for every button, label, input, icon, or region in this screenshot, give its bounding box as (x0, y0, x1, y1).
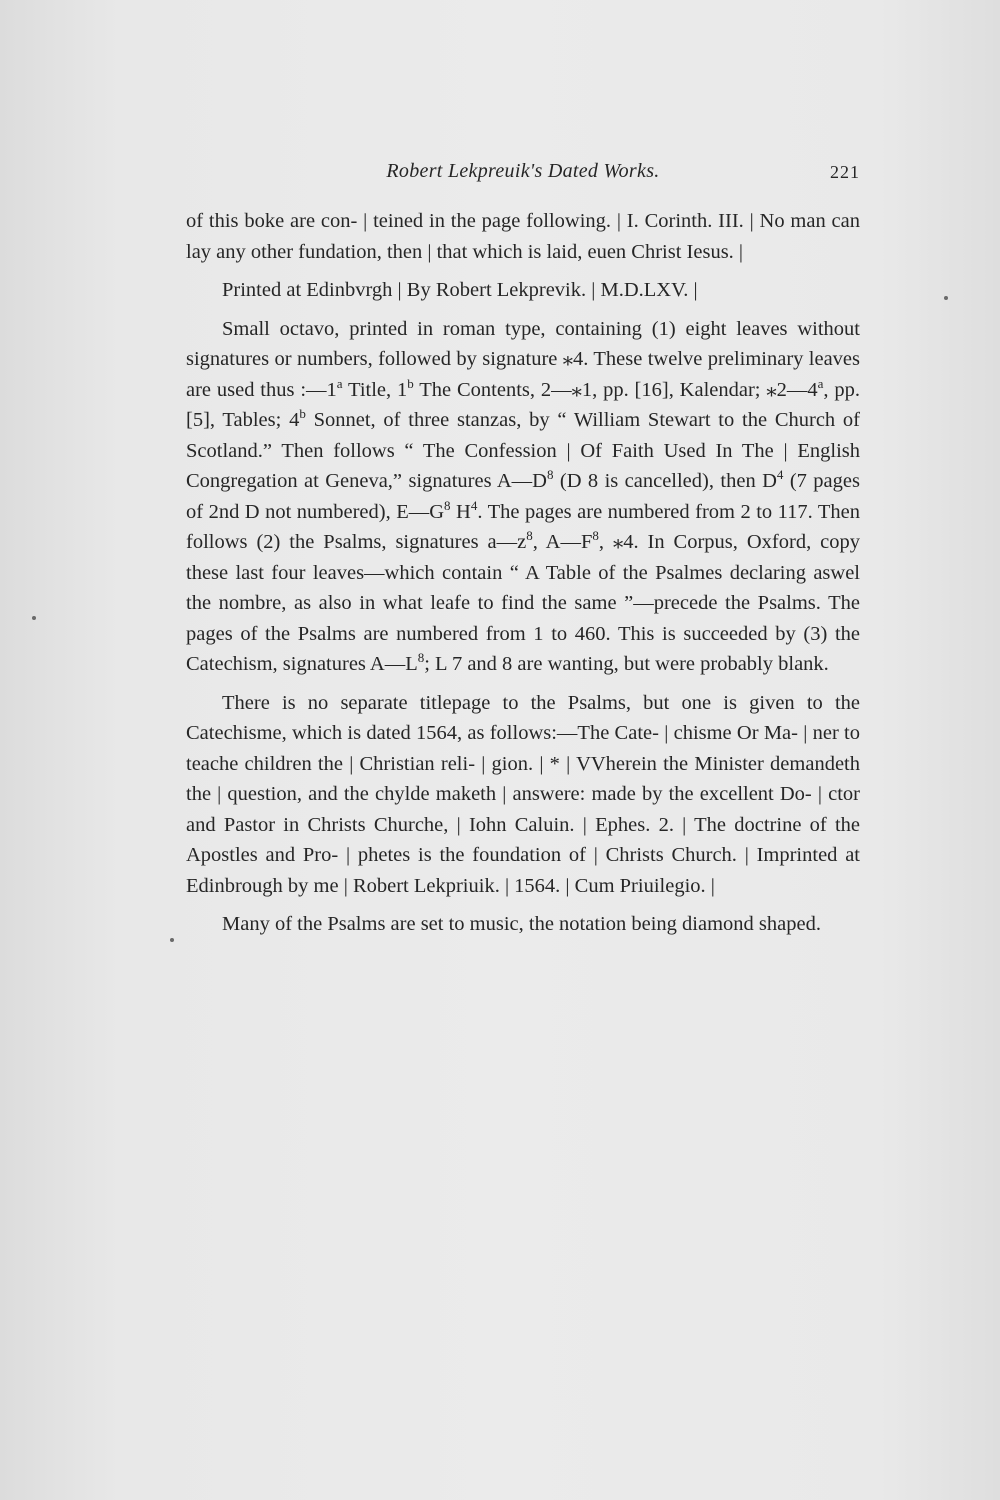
paragraph-catechism: There is no separate titlepage to the Psalms, but one is given to the Catechisme, which is dated 1564, as follows:—The Cate- | chisme Or Ma- | ner to teache children the | Christian reli- | gion. | * | VVherein the Minister demandeth the | question, and the chylde maketh | answere: made by the excellent Do- | ctor and Pastor in Christs Churche, | Iohn Caluin. | Ephes. 2. | The doctrine of the Apostles and Pro- | phetes is the foundation of | Christs Church. | Imprinted at Edinbrough by me | Robert Lekpriuik. | 1564. | Cum Priuilegio. | (186, 691, 860, 897)
running-title: Robert Lekpreuik's Dated Works. (386, 160, 660, 182)
body-text (186, 206, 860, 940)
running-head (186, 160, 860, 190)
paper-speck (32, 616, 36, 620)
paper-speck (944, 296, 948, 300)
page-number: 221 (830, 162, 860, 182)
paragraph-music: Many of the Psalms are set to music, the notation being diamond shaped. (222, 913, 821, 935)
paragraph-collation: Small octavo, printed in roman type, containing (1) eight leaves without signatures or numbers, followed by signature ⁎4. These twelve preliminary leaves are used thus :—1$^a$ Title, 1$^b$ The Contents, 2—⁎1, pp. [16], Kalendar; ⁎2—4$^a$, pp. [5], Tables; 4$^b$ Sonnet, of three stanzas, by “ William Stewart to the Church of Scotland.” Then follows “ The Confession | Of Faith Used In The | English Congregation at Geneva,” signatures $A—D^8$ (D 8 is cancelled), then $D^4$ (7 pages of 2nd D not numbered), $E—G^8$ $H^4$. The pages are numbered from 2 to 117. Then follows (2) the Psalms, signatures $a—z^8$, $A—F^8$, ⁎4. In Corpus, Oxford, copy these last four leaves—which contain “ A Table of the Psalmes declaring aswel the nombre, as also in what leafe to find the same ”—precede the Psalms. The pages of the Psalms are numbered from 1 to 460. This is succeeded by (3) the Catechism, signatures $A—L^8$; L 7 and 8 are wanting, but were probably blank. (186, 317, 861, 675)
paragraph-title-continuation: of this boke are con- | teined in the page following. | I. Corinth. III. | No man can lay any other fundation, then | that which is laid, euen Christ Iesus. | (186, 210, 860, 263)
paper-speck (170, 938, 174, 942)
paragraph-imprint: Printed at Edinbvrgh | By Robert Lekprevik. | M.D.LXV. | (222, 279, 698, 301)
